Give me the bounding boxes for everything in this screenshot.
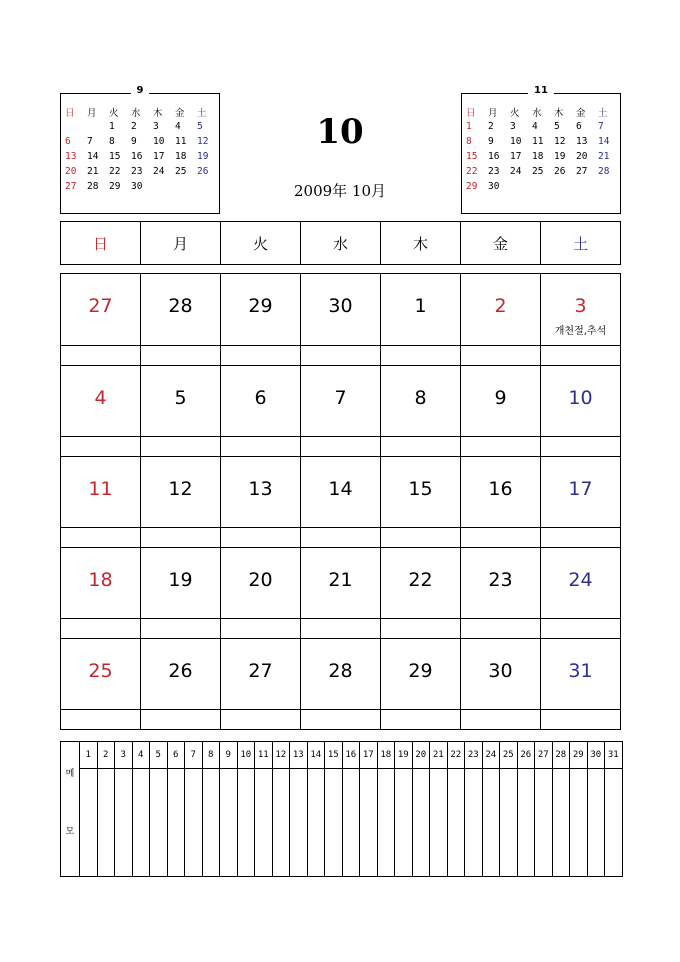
day-cell (381, 457, 461, 528)
day-number: 16 (488, 478, 513, 500)
day-number: 28 (328, 660, 353, 682)
mini-day: 30 (488, 181, 500, 192)
day-note-cell (141, 437, 221, 457)
day-note-cell (221, 528, 301, 548)
memo-day-cell (132, 769, 150, 877)
mini-prev-title: 9 (131, 85, 150, 96)
day-number: 5 (174, 387, 187, 409)
mini-day: 26 (554, 166, 566, 177)
day-cell (301, 457, 381, 528)
memo-day-number: 29 (570, 742, 588, 769)
day-number: 15 (408, 478, 433, 500)
memo-day-cell (430, 769, 448, 877)
day-note-cell (61, 619, 141, 639)
mini-day: 6 (576, 121, 582, 132)
memo-day-cell (185, 769, 203, 877)
day-cell (381, 639, 461, 710)
day-number: 11 (88, 478, 113, 500)
day-cell (221, 548, 301, 619)
mini-weekday: 日 (466, 107, 476, 119)
day-number: 30 (488, 660, 513, 682)
mini-day: 5 (554, 121, 560, 132)
day-cell (541, 639, 621, 710)
memo-day-number: 18 (377, 742, 395, 769)
memo-day-cell (307, 769, 325, 877)
memo-label (61, 742, 80, 877)
day-note-cell (381, 528, 461, 548)
mini-day: 15 (109, 151, 121, 162)
day-note-cell (541, 710, 621, 730)
mini-day: 25 (532, 166, 544, 177)
memo-day-cell (535, 769, 553, 877)
day-number: 17 (568, 478, 593, 500)
memo-day-number: 6 (167, 742, 185, 769)
day-cell (141, 548, 221, 619)
memo-day-number: 14 (307, 742, 325, 769)
weekday-header: 木 (381, 222, 461, 265)
day-number: 18 (88, 569, 113, 591)
memo-day-number: 13 (290, 742, 308, 769)
day-note-cell (141, 528, 221, 548)
memo-day-number: 30 (587, 742, 605, 769)
mini-day: 21 (598, 151, 610, 162)
mini-day: 11 (175, 136, 187, 147)
memo-day-number: 9 (220, 742, 238, 769)
mini-day: 21 (87, 166, 99, 177)
mini-day: 23 (131, 166, 143, 177)
mini-weekday: 水 (131, 107, 141, 119)
memo-label-top: 메 (65, 769, 75, 779)
mini-next-title: 11 (528, 85, 554, 96)
memo-day-cell (482, 769, 500, 877)
memo-day-cell (465, 769, 483, 877)
memo-day-number: 10 (237, 742, 255, 769)
memo-day-number: 23 (465, 742, 483, 769)
day-note-cell (61, 437, 141, 457)
memo-day-number: 8 (202, 742, 220, 769)
mini-day: 19 (554, 151, 566, 162)
day-note-cell (61, 346, 141, 366)
day-number: 30 (328, 295, 353, 317)
mini-day: 2 (488, 121, 494, 132)
memo-day-number: 5 (150, 742, 168, 769)
day-number: 22 (408, 569, 433, 591)
month-number: 10 (316, 112, 364, 152)
mini-day: 16 (131, 151, 143, 162)
day-number: 26 (168, 660, 193, 682)
day-note-cell (221, 710, 301, 730)
day-note-cell (381, 346, 461, 366)
memo-day-cell (255, 769, 273, 877)
mini-weekday: 金 (576, 107, 586, 119)
day-note-cell (461, 710, 541, 730)
mini-day: 3 (153, 121, 159, 132)
memo-day-number: 1 (80, 742, 98, 769)
day-note-cell (141, 619, 221, 639)
memo-day-cell (150, 769, 168, 877)
mini-day: 9 (488, 136, 494, 147)
day-cell (301, 274, 381, 346)
mini-day: 17 (510, 151, 522, 162)
mini-weekday: 水 (532, 107, 542, 119)
day-note-cell (541, 346, 621, 366)
day-note-cell (461, 619, 541, 639)
weekday-header: 火 (221, 222, 301, 265)
mini-day: 4 (532, 121, 538, 132)
mini-day: 10 (510, 136, 522, 147)
mini-day: 8 (109, 136, 115, 147)
memo-day-cell (220, 769, 238, 877)
mini-day: 27 (65, 181, 77, 192)
mini-weekday: 火 (109, 107, 119, 119)
mini-day: 14 (87, 151, 99, 162)
memo-day-number: 28 (552, 742, 570, 769)
day-cell (301, 639, 381, 710)
memo-day-number: 27 (535, 742, 553, 769)
memo-day-number: 31 (605, 742, 623, 769)
mini-day: 8 (466, 136, 472, 147)
day-number: 19 (168, 569, 193, 591)
mini-day: 25 (175, 166, 187, 177)
mini-day: 6 (65, 136, 71, 147)
memo-day-number: 12 (272, 742, 290, 769)
day-cell (221, 639, 301, 710)
day-number: 3 (574, 295, 587, 317)
day-note-cell (301, 346, 381, 366)
day-number: 10 (568, 387, 593, 409)
mini-weekday: 土 (598, 107, 608, 119)
day-cell (61, 457, 141, 528)
mini-day: 26 (197, 166, 209, 177)
memo-day-number: 24 (482, 742, 500, 769)
day-number: 7 (334, 387, 347, 409)
mini-day: 7 (87, 136, 93, 147)
mini-day: 15 (466, 151, 478, 162)
memo-day-cell (587, 769, 605, 877)
day-cell (461, 639, 541, 710)
day-note-cell (461, 437, 541, 457)
day-note-cell (61, 528, 141, 548)
day-cell (541, 457, 621, 528)
weekday-header: 土 (541, 222, 621, 265)
day-cell (141, 366, 221, 437)
mini-day: 22 (466, 166, 478, 177)
memo-day-cell (290, 769, 308, 877)
day-cell (381, 548, 461, 619)
memo-day-cell (605, 769, 623, 877)
memo-day-number: 21 (430, 742, 448, 769)
day-cell (61, 639, 141, 710)
mini-day: 3 (510, 121, 516, 132)
day-number: 29 (408, 660, 433, 682)
day-note-cell (221, 619, 301, 639)
mini-day: 22 (109, 166, 121, 177)
day-number: 13 (248, 478, 273, 500)
mini-day: 13 (65, 151, 77, 162)
day-cell (461, 548, 541, 619)
day-cell (541, 366, 621, 437)
memo-day-cell (552, 769, 570, 877)
day-cell (141, 274, 221, 346)
mini-weekday: 金 (175, 107, 185, 119)
mini-day: 5 (197, 121, 203, 132)
memo-day-number: 25 (500, 742, 518, 769)
memo-day-number: 15 (325, 742, 343, 769)
day-note-cell (301, 437, 381, 457)
day-number: 25 (88, 660, 113, 682)
memo-day-cell (500, 769, 518, 877)
day-number: 27 (248, 660, 273, 682)
memo-day-cell (377, 769, 395, 877)
day-number: 4 (94, 387, 107, 409)
mini-day: 24 (153, 166, 165, 177)
day-note-cell (541, 437, 621, 457)
mini-day: 27 (576, 166, 588, 177)
memo-day-number: 17 (360, 742, 378, 769)
memo-day-cell (167, 769, 185, 877)
mini-weekday: 火 (510, 107, 520, 119)
day-note-cell (301, 710, 381, 730)
day-note-cell (381, 710, 461, 730)
mini-day: 18 (175, 151, 187, 162)
day-cell (301, 548, 381, 619)
weekday-header: 月 (141, 222, 221, 265)
day-cell (221, 366, 301, 437)
mini-day: 24 (510, 166, 522, 177)
mini-day: 1 (466, 121, 472, 132)
memo-day-number: 4 (132, 742, 150, 769)
memo-day-cell (97, 769, 115, 877)
calendar-grid (60, 273, 621, 730)
memo-day-cell (325, 769, 343, 877)
mini-day: 12 (197, 136, 209, 147)
mini-day: 23 (488, 166, 500, 177)
weekday-header: 日 (61, 222, 141, 265)
day-number: 28 (168, 295, 193, 317)
mini-day: 13 (576, 136, 588, 147)
memo-day-cell (342, 769, 360, 877)
mini-day: 29 (109, 181, 121, 192)
mini-day: 29 (466, 181, 478, 192)
mini-day: 1 (109, 121, 115, 132)
memo-day-number: 20 (412, 742, 430, 769)
day-cell (381, 274, 461, 346)
day-note-cell (381, 619, 461, 639)
mini-day: 9 (131, 136, 137, 147)
memo-day-cell (395, 769, 413, 877)
day-number: 29 (248, 295, 273, 317)
memo-day-cell (80, 769, 98, 877)
memo-day-cell (570, 769, 588, 877)
day-cell (541, 548, 621, 619)
mini-day: 18 (532, 151, 544, 162)
weekday-header: 水 (301, 222, 381, 265)
mini-weekday: 木 (153, 107, 163, 119)
day-cell (541, 274, 621, 346)
day-number: 20 (248, 569, 273, 591)
mini-day: 10 (153, 136, 165, 147)
memo-day-cell (237, 769, 255, 877)
month-subtitle: 2009年 10月 (293, 182, 387, 200)
day-note-cell (141, 346, 221, 366)
mini-day: 11 (532, 136, 544, 147)
mini-weekday: 日 (65, 107, 75, 119)
mini-day: 4 (175, 121, 181, 132)
day-number: 24 (568, 569, 593, 591)
day-number: 9 (494, 387, 507, 409)
day-number: 1 (414, 295, 427, 317)
mini-day: 16 (488, 151, 500, 162)
memo-day-cell (412, 769, 430, 877)
memo-day-cell (115, 769, 133, 877)
day-cell (61, 366, 141, 437)
day-number: 21 (328, 569, 353, 591)
memo-day-cell (360, 769, 378, 877)
mini-weekday: 月 (488, 107, 498, 119)
day-number: 6 (254, 387, 267, 409)
day-cell (61, 548, 141, 619)
day-cell (461, 366, 541, 437)
day-number: 23 (488, 569, 513, 591)
mini-day: 7 (598, 121, 604, 132)
memo-day-number: 2 (97, 742, 115, 769)
day-number: 27 (88, 295, 113, 317)
day-cell (301, 366, 381, 437)
mini-day: 17 (153, 151, 165, 162)
mini-day: 2 (131, 121, 137, 132)
day-note-cell (381, 437, 461, 457)
day-cell (221, 457, 301, 528)
memo-day-number: 19 (395, 742, 413, 769)
mini-weekday: 木 (554, 107, 564, 119)
mini-day: 20 (65, 166, 77, 177)
day-number: 2 (494, 295, 507, 317)
day-note-cell (301, 528, 381, 548)
mini-day: 19 (197, 151, 209, 162)
mini-day: 28 (598, 166, 610, 177)
day-note-cell (461, 528, 541, 548)
mini-weekday: 月 (87, 107, 97, 119)
day-number: 14 (328, 478, 353, 500)
day-note-cell (61, 710, 141, 730)
day-cell (61, 274, 141, 346)
memo-day-cell (517, 769, 535, 877)
memo-day-number: 26 (517, 742, 535, 769)
day-cell (141, 639, 221, 710)
day-note-cell (541, 528, 621, 548)
day-cell (141, 457, 221, 528)
day-note-cell (221, 437, 301, 457)
mini-day: 12 (554, 136, 566, 147)
memo-day-number: 16 (342, 742, 360, 769)
day-note-cell (541, 619, 621, 639)
mini-day: 20 (576, 151, 588, 162)
day-note-cell (141, 710, 221, 730)
day-cell (221, 274, 301, 346)
memo-day-number: 7 (185, 742, 203, 769)
memo-day-cell (447, 769, 465, 877)
memo-table (60, 741, 623, 877)
day-number: 31 (568, 660, 593, 682)
day-number: 12 (168, 478, 193, 500)
memo-day-cell (202, 769, 220, 877)
memo-day-number: 3 (115, 742, 133, 769)
mini-day: 30 (131, 181, 143, 192)
memo-day-cell (272, 769, 290, 877)
weekday-header-row (60, 221, 621, 265)
mini-day: 14 (598, 136, 610, 147)
day-note-cell (461, 346, 541, 366)
day-note-cell (221, 346, 301, 366)
memo-day-number: 11 (255, 742, 273, 769)
day-number: 8 (414, 387, 427, 409)
day-cell (381, 366, 461, 437)
day-cell (461, 274, 541, 346)
weekday-header: 金 (461, 222, 541, 265)
mini-weekday: 土 (197, 107, 207, 119)
day-note-cell (301, 619, 381, 639)
mini-day: 28 (87, 181, 99, 192)
holiday-label: 개천절,추석 (554, 326, 607, 337)
day-cell (461, 457, 541, 528)
memo-label-bottom: 모 (65, 827, 75, 837)
memo-day-number: 22 (447, 742, 465, 769)
